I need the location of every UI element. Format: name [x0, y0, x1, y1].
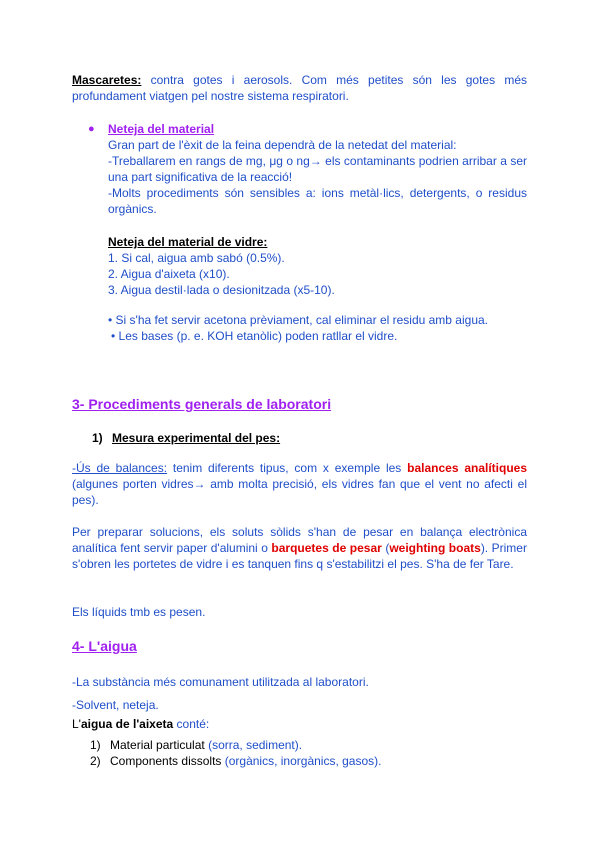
- solucions-bold: barquetes de pesar: [271, 541, 382, 555]
- aixeta-item-1-number: 1): [90, 738, 101, 752]
- balances-label: -Ús de balances:: [72, 461, 168, 475]
- solucions-bold-2: weighting boats: [389, 541, 481, 555]
- solucions-text-2: ). Primer s'obren les portetes de vidre i es tanquen fins q s'estabilitzi el pes. S'ha de fer Tare.: [72, 541, 527, 571]
- neteja-material-line2: -Treballarem en rangs de mg, μg o ng→ els contaminants podrien arribar a ser una part significativa de la reacció!: [108, 154, 527, 184]
- bullet-icon: ●: [88, 123, 95, 135]
- solucions-paragraph: [72, 524, 527, 572]
- neteja-vidre-step-1: 1. Si cal, aigua amb sabó (0.5%).: [108, 251, 285, 265]
- aixeta-item-2-number: 2): [90, 754, 101, 768]
- mascaretes-text: contra gotes i aerosols. Com més petites són les gotes més profundament viatgen pel nostre sistema respiratori.: [72, 73, 527, 103]
- subsection-1-heading: [92, 430, 280, 446]
- neteja-material-block: [88, 121, 527, 217]
- aixeta-item-2-detail: (orgànics, inorgànics, gasos).: [221, 754, 382, 768]
- neteja-vidre-block: [108, 234, 527, 298]
- neteja-material-title: Neteja del material: [108, 122, 215, 136]
- aixeta-item-2: [90, 753, 381, 769]
- section-3-heading: 3- Procediments generals de laboratori: [72, 396, 332, 412]
- aixeta-item-1-label: Material particulat: [110, 738, 205, 752]
- aixeta-line: [72, 716, 209, 732]
- balances-paragraph: [72, 460, 527, 508]
- neteja-vidre-step-2: 2. Aigua d'aixeta (x10).: [108, 267, 230, 281]
- subsection-1-number: 1): [92, 431, 103, 445]
- aixeta-item-1: [90, 737, 302, 753]
- solucions-paren: (: [381, 541, 390, 555]
- aixeta-item-2-label: Components dissolts: [110, 754, 222, 768]
- solucions-text-1: Per preparar solucions, els soluts sòlids s'han de pesar en balança electrònica analítica fent servir paper d'alumini o: [72, 525, 527, 555]
- aixeta-prefix: L': [72, 717, 81, 731]
- section-4-heading: 4- L'aigua: [72, 638, 137, 654]
- mascaretes-label: Mascaretes:: [72, 73, 142, 87]
- neteja-material-line1: Gran part de l'èxit de la feina dependrà de la netedat del material:: [108, 138, 457, 152]
- liquids-line: Els líquids tmb es pesen.: [72, 605, 206, 619]
- neteja-vidre-note-2: • Les bases (p. e. KOH etanòlic) poden ratllar el vidre.: [111, 329, 398, 343]
- aigua-line-1: -La substància més comunament utilitzada al laboratori.: [72, 675, 369, 689]
- aixeta-suffix: conté:: [173, 717, 210, 731]
- aixeta-item-1-detail: (sorra, sediment).: [204, 738, 303, 752]
- balances-bold: balances analítiques: [407, 461, 528, 475]
- subsection-1-title: Mesura experimental del pes:: [112, 431, 281, 445]
- neteja-material-line3: -Molts procediments són sensibles a: ions metàl·lics, detergents, o residus orgànics.: [108, 186, 527, 216]
- neteja-vidre-note-1: • Si s'ha fet servir acetona prèviament, cal eliminar el residu amb aigua.: [108, 313, 489, 327]
- aigua-line-2: -Solvent, neteja.: [72, 698, 159, 712]
- aixeta-bold: aigua de l'aixeta: [80, 717, 174, 731]
- neteja-vidre-step-3: 3. Aigua destil·lada o desionitzada (x5-10).: [108, 283, 335, 297]
- mascaretes-paragraph: [72, 72, 527, 104]
- balances-text-1: tenim diferents tipus, com x exemple les: [167, 461, 408, 475]
- neteja-vidre-title: Neteja del material de vidre:: [108, 235, 268, 249]
- balances-text-2: (algunes porten vidres→ amb molta precisió, els vidres fan que el vent no afecti el pes).: [72, 477, 527, 507]
